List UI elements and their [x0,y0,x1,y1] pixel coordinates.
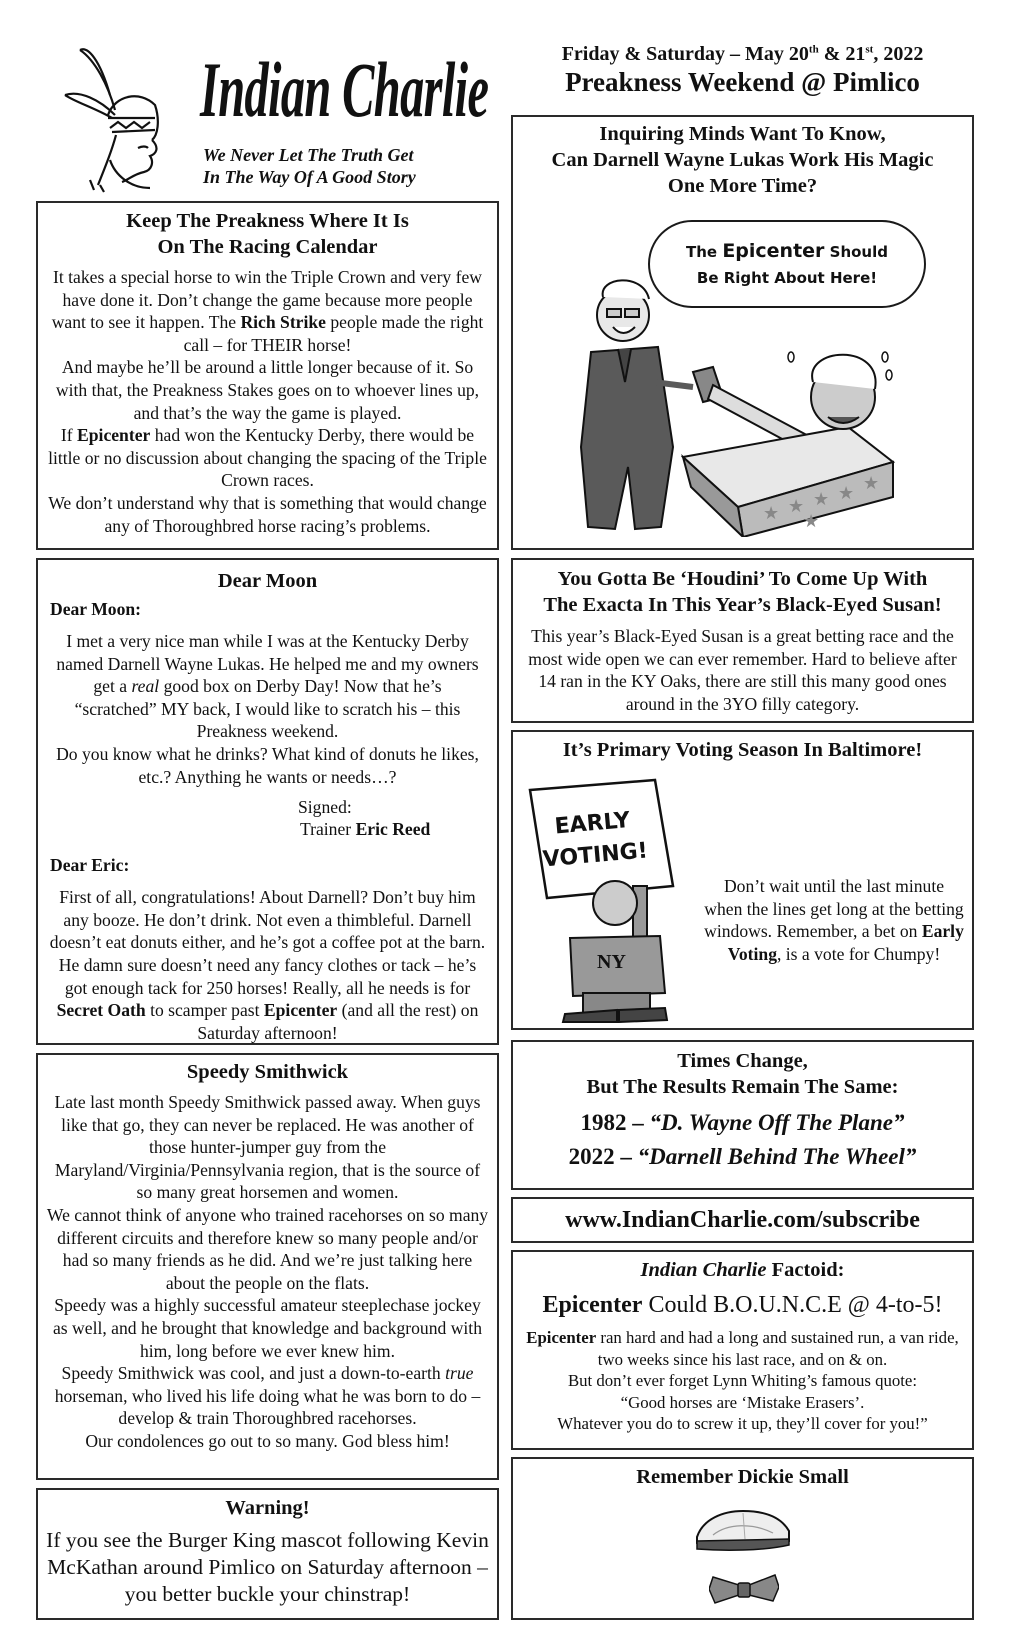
article-title: Speedy Smithwick [186,1061,349,1083]
reply-salutation: Dear Eric: [50,855,130,876]
article-title [38,208,497,260]
article-body [38,1091,497,1453]
emphasis: true [445,1363,474,1384]
article-body: This year’s Black-Eyed Susan is a great betting race and the most wide open we can ever remember. Hard to believe after 14 ran in the KY Oaks, there are still this many good ones around in the 3YO filly category. [528,626,957,714]
text: ran hard and had a long and sustained run, a van ride, two weeks since his last race, and on & on. [596,1328,959,1369]
dateline [511,43,974,66]
times-line-2022 [513,1143,972,1171]
horse-name: Rich Strike [240,312,326,333]
horse-name: Epicenter [542,1292,643,1318]
svg-text:★: ★ [803,511,820,532]
text: Should [824,243,888,261]
article-title: It’s Primary Voting Season In Baltimore! [562,739,923,761]
dateline-prefix: Friday & Saturday – May 20 [561,43,809,65]
quote: “Darnell Behind The Wheel” [637,1144,917,1169]
title-line-1: You Gotta Be ‘Houdini’ To Come Up With [557,568,928,590]
title-line-2: On The Racing Calendar [157,236,378,258]
publication-name: Indian Charlie [640,1259,767,1281]
article-body: If you see the Burger King mascot following Kevin McKathan around Pimlico on Saturday afternoon – you better buckle your chinstrap! [46,1528,489,1606]
horse-name: Epicenter [722,240,825,262]
text: Don’t wait until the last minute when the lines get long at the betting windows. Remember, a bet on [704,876,964,942]
paragraph [46,1362,489,1430]
paragraph: But don’t ever forget Lynn Whiting’s famous quote: [567,1371,918,1391]
article-warning [36,1488,499,1620]
horse-name: Epicenter [526,1328,597,1347]
article-body [38,266,497,537]
article-remember-dickie-small [511,1457,974,1620]
emphasis: real [131,676,160,697]
paragraph: And maybe he’ll be around a little longer because of it. So with that, the Preakness Stakes goes on to whoever lines up, and that’s the way the game is played. [55,357,480,423]
article-title [513,566,972,618]
title-line-3: One More Time? [667,175,818,197]
horse-name: Epicenter [77,425,151,446]
text: If [60,425,78,446]
paragraph: Speedy was a highly successful amateur steeplechase jockey as well, and he brought that knowledge and background with him, long before we ever knew him. [53,1295,482,1361]
bowtie-icon [709,1571,779,1607]
subscribe-link[interactable]: www.IndianCharlie.com/subscribe [565,1207,920,1233]
paragraph: We don’t understand why that is something that would change any of Thoroughbred horse racing’s problems. [48,492,487,536]
year: 2022 – [568,1144,638,1169]
text: (and all the rest) on Saturday afternoon! [197,1000,479,1043]
article-title: Dear Moon [217,570,318,592]
article-houdini [511,558,974,723]
text: Could B.O.U.N.C.E @ 4-to-5! [642,1292,943,1318]
bubble-line-1 [650,238,924,265]
title-line-1: Times Change, [677,1050,808,1072]
article-body [703,875,965,965]
quote: “D. Wayne Off The Plane” [649,1110,905,1135]
dateline-sup-1: th [808,43,819,56]
title-line-2: But The Results Remain The Same: [586,1076,899,1098]
flat-cap-icon [693,1509,793,1553]
article-title: Warning! [225,1497,310,1519]
paragraph [513,1327,972,1370]
text: Speedy Smithwick was cool, and just a down-to-earth [61,1363,446,1384]
article-title: Remember Dickie Small [636,1466,849,1488]
paragraph: Our condolences go out to so many. God bless him! [85,1430,450,1451]
paragraph [48,424,487,492]
title-line-1: Keep The Preakness Where It Is [126,210,409,232]
title-line-2: Can Darnell Wayne Lukas Work His Magic [551,149,934,171]
dateline-suffix: , 2022 [873,43,924,65]
feathered-headdress-portrait-icon [60,40,170,195]
signer [38,818,497,840]
svg-text:★: ★ [763,503,780,524]
signer-name: Eric Reed [355,819,431,840]
tagline-line-2: In The Way Of A Good Story [203,167,416,187]
bold-text: Early Voting [727,921,964,964]
svg-text:★: ★ [788,496,805,517]
article-title [513,121,972,199]
title-line-2: The Exacta In This Year’s Black-Eyed Susan! [543,594,942,616]
factoid-headline [513,1291,972,1319]
times-line-1982 [513,1109,972,1137]
text: The [686,243,723,261]
svg-text:★: ★ [813,489,830,510]
text: had won the Kentucky Derby, there would be little or no discussion about changing the spacing of the Triple Crown races. [48,425,487,491]
letter-body [38,630,497,788]
horse-name: Epicenter [263,1000,338,1021]
article-primary-voting [511,730,974,1030]
masthead-title: Indian Charlie [200,46,489,133]
text: First of all, congratulations! About Darnell? Don’t buy him any booze. He don’t drink. Not even a thimbleful. Darnell doesn’t eat donuts either, and he’s got a coffee pot at the barn. He damn sure doesn’t need any fancy clothes or tack – he’s got enough tack for 250 horses! Really, all he needs is for [49,887,486,998]
text: , is a vote for Chumpy! [777,943,941,964]
dateline-mid: & 21 [818,43,866,65]
dateline-sup-2: st [865,43,874,56]
svg-text:★: ★ [863,473,880,494]
text: It takes a special horse to win the Triple Crown and very few have done it. Don’t change the game because more people want to see it happen. The [51,267,482,333]
paragraph [54,630,481,743]
text: horseman, who lived his life doing what he was born to do – develop & train Thoroughbred racehorses. [54,1385,481,1429]
article-dear-moon [36,558,499,1045]
svg-text:NY: NY [597,951,626,973]
article-body [513,1327,972,1435]
paragraph [48,266,487,356]
title-line-1: Inquiring Minds Want To Know, [599,123,886,145]
event-title: Preakness Weekend @ Pimlico [565,67,920,97]
text: good box on Derby Day! Now that he’s “scratched” MY back, I would like to scratch his – this Preakness weekend. [74,676,461,742]
article-inquiring-minds [511,115,974,550]
paragraph: Late last month Speedy Smithwick passed away. When guys like that go, they can never be replaced. He was another of those hunter-jumper guy from the Maryland/Virginia/Pennsylvania region, that is the source of so many great horsemen and women. [54,1092,481,1203]
article-speedy-smithwick [36,1053,499,1480]
quote-line: Whatever you do to screw it up, they’ll cover for you!” [557,1414,928,1434]
horse-name: Secret Oath [56,1000,146,1021]
text: people made the right call – for THEIR horse! [183,312,484,355]
letter-salutation: Dear Moon: [50,599,142,619]
reply-body [38,886,497,1044]
quote-line: “Good horses are ‘Mistake Erasers’. [620,1392,865,1412]
tagline-line-1: We Never Let The Truth Get [203,145,414,165]
sign-line-1: EARLY [553,807,632,840]
speech-bubble [648,220,926,308]
text: Trainer [300,819,356,840]
article-times-change [511,1040,974,1190]
paragraph: We cannot think of anyone who trained racehorses on so many different circuits and therefore knew so many people and/or had so many friends as he did. And we’re just talking here about the people on the flats. [46,1204,489,1293]
sign-line-2: VOTING! [541,838,649,873]
man-holding-early-voting-sign-cartoon [525,778,695,1023]
article-title [513,1048,972,1100]
signed-label: Signed: [298,797,352,818]
article-factoid [511,1250,974,1450]
text: Factoid: [766,1259,845,1281]
bubble-line-2: Be Right About Here! [696,269,878,287]
masthead-tagline [203,144,416,188]
subscribe-box [511,1197,974,1243]
paragraph: Do you know what he drinks? What kind of donuts he likes, etc.? Anything he wants or needs…? [56,743,479,787]
text: to scamper past [145,1000,264,1021]
article-keep-preakness [36,201,499,550]
year: 1982 – [580,1110,650,1135]
article-title [513,1257,972,1283]
text: I met a very nice man while I was at the Kentucky Derby named Darnell Wayne Lukas. He helped me and my owners get a [56,631,479,697]
svg-text:★: ★ [838,483,855,504]
